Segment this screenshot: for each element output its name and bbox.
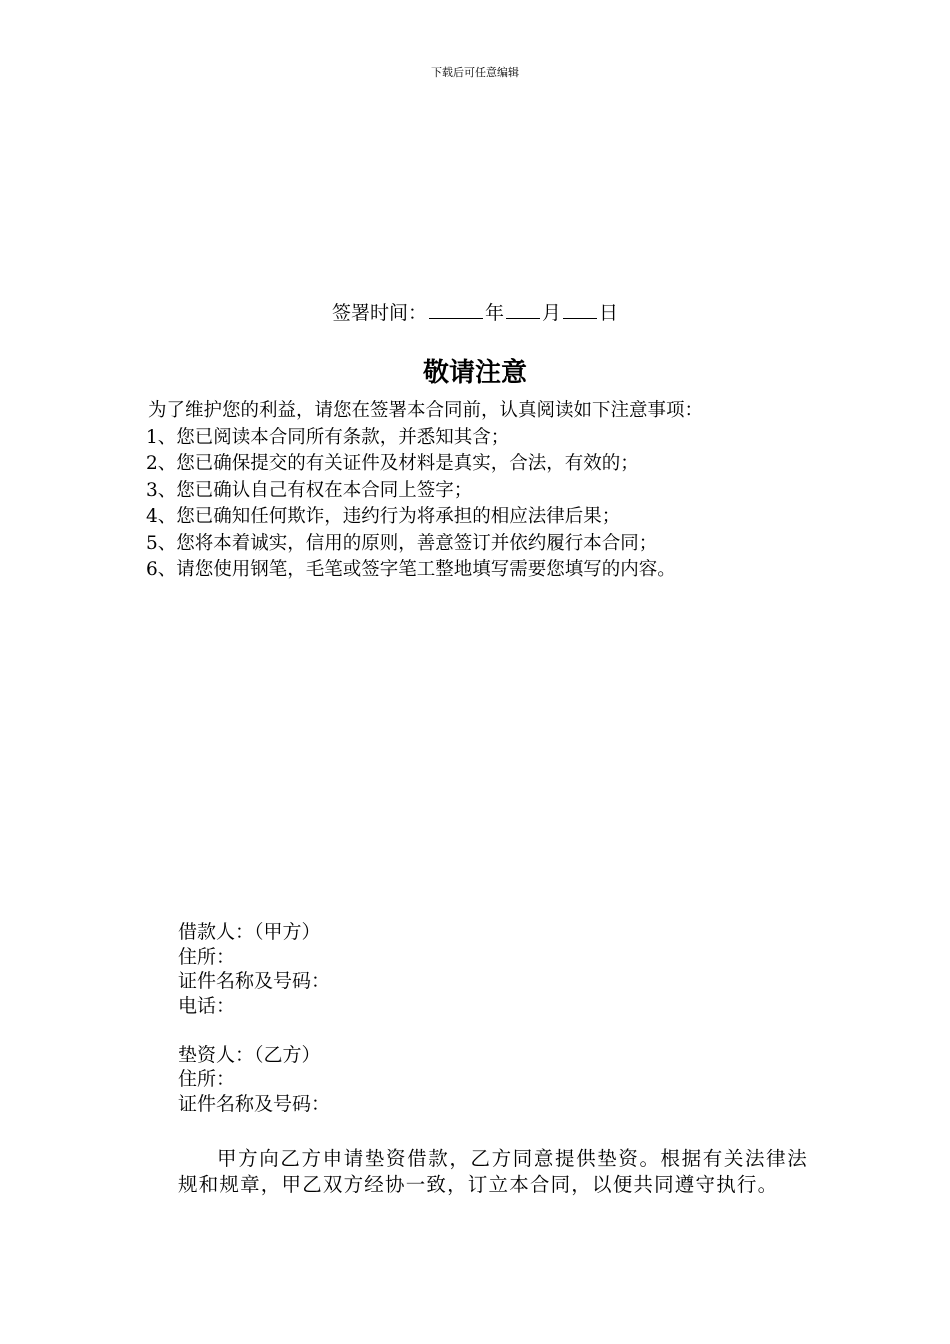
year-blank xyxy=(429,298,483,319)
party-a-address: 住所： xyxy=(178,945,236,968)
party-spacer xyxy=(178,1018,818,1043)
party-a-title: 借款人：（甲方） xyxy=(178,921,321,943)
notice-item: 4、您已确知任何欺诈，违约行为将承担的相应法律后果； xyxy=(146,506,621,527)
notice-intro: 为了维护您的利益，请您在签署本合同前，认真阅读如下注意事项： xyxy=(148,400,704,421)
notice-item: 2、您已确保提交的有关证件及材料是真实，合法，有效的； xyxy=(146,453,639,474)
agreement-paragraph: 甲方向乙方申请垫资借款，乙方同意提供垫资。根据有关法律法规和规章，甲乙双方经协一致，订立本合同，以便共同遵守执行。 xyxy=(178,1147,808,1196)
month-unit: 月 xyxy=(542,302,562,324)
notice-body xyxy=(146,398,826,584)
party-b-id: 证件名称及号码： xyxy=(178,1092,331,1115)
signing-time-label: 签署时间： xyxy=(331,302,427,324)
header-note: 下载后可任意编辑 xyxy=(431,66,519,79)
party-b-address: 住所： xyxy=(178,1068,236,1090)
notice-item: 1、您已阅读本合同所有条款，并悉知其含； xyxy=(146,426,510,448)
signing-time-line xyxy=(0,298,950,326)
notice-title: 敬请注意 xyxy=(422,358,527,388)
notice-item: 3、您已确认自己有权在本合同上签字； xyxy=(146,479,473,501)
party-b-title: 垫资人：（乙方） xyxy=(178,1043,321,1066)
day-blank xyxy=(563,298,597,319)
day-unit: 日 xyxy=(599,302,619,324)
party-a-phone: 电话： xyxy=(178,994,236,1017)
notice-item: 5、您将本着诚实，信用的原则，善意签订并依约履行本合同； xyxy=(146,532,658,554)
month-blank xyxy=(506,298,540,319)
parties-section xyxy=(178,920,818,1116)
party-a-id: 证件名称及号码： xyxy=(178,970,331,992)
notice-item: 6、请您使用钢笔，毛笔或签字笔工整地填写需要您填写的内容。 xyxy=(146,559,676,580)
year-unit: 年 xyxy=(484,302,504,324)
